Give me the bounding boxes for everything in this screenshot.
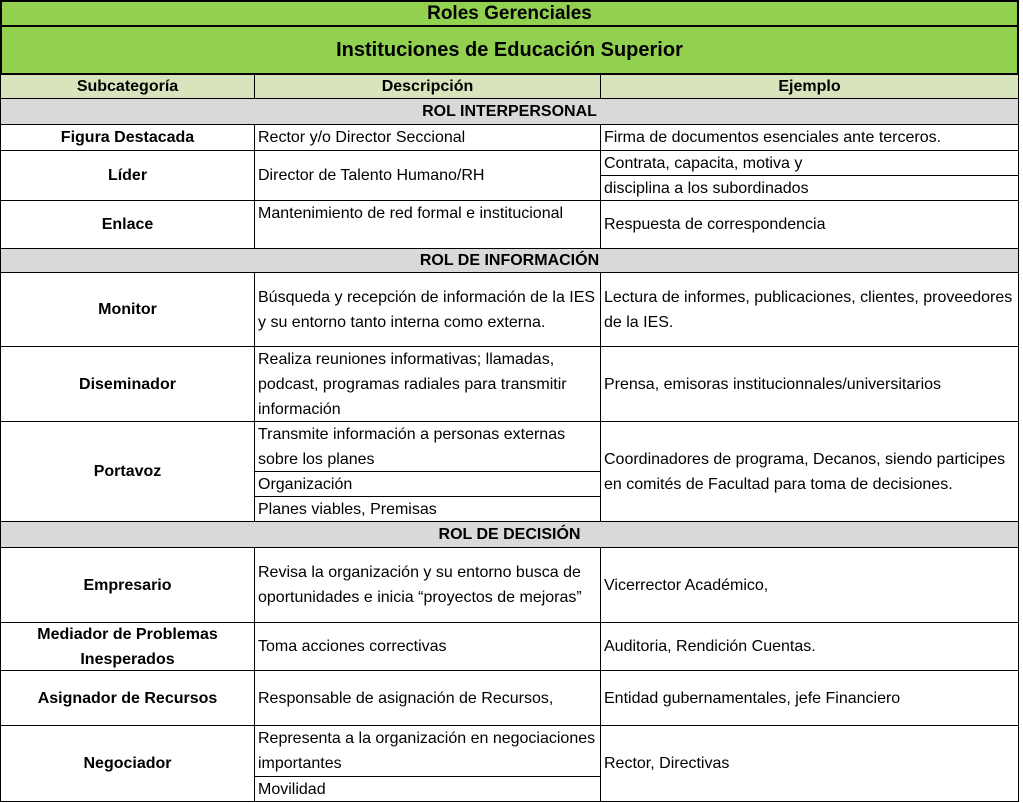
- subcategory-diseminador: Diseminador: [0, 346, 255, 422]
- description-portavoz-part-2: Organización: [254, 471, 601, 497]
- example-lider-part-2: disciplina a los subordinados: [600, 175, 1019, 201]
- table-title: Roles Gerenciales: [0, 0, 1019, 27]
- column-header-subcategory: Subcategoría: [0, 74, 255, 99]
- description-portavoz-part-3: Planes viables, Premisas: [254, 496, 601, 522]
- example-figura-destacada: Firma de documentos esenciales ante terceros.: [600, 124, 1019, 151]
- subcategory-enlace: Enlace: [0, 200, 255, 249]
- description-enlace: Mantenimiento de red formal e institucional: [254, 200, 601, 249]
- description-mediador: Toma acciones correctivas: [254, 622, 601, 671]
- example-lider-part-1: Contrata, capacita, motiva y: [600, 150, 1019, 176]
- description-lider: Director de Talento Humano/RH: [254, 150, 601, 201]
- subcategory-mediador: Mediador de Problemas Inesperados: [0, 622, 255, 671]
- example-mediador: Auditoria, Rendición Cuentas.: [600, 622, 1019, 671]
- example-negociador: Rector, Directivas: [600, 725, 1019, 802]
- description-diseminador: Realiza reuniones informativas; llamadas, podcast, programas radiales para transmitir información: [254, 346, 601, 422]
- description-empresario: Revisa la organización y su entorno busca de oportunidades e inicia “proyectos de mejoras”: [254, 547, 601, 623]
- table-subtitle: Instituciones de Educación Superior: [0, 25, 1019, 75]
- example-asignador: Entidad gubernamentales, jefe Financiero: [600, 670, 1019, 726]
- example-enlace: Respuesta de correspondencia: [600, 200, 1019, 249]
- example-diseminador: Prensa, emisoras institucionnales/universitarios: [600, 346, 1019, 422]
- column-header-example: Ejemplo: [600, 74, 1019, 99]
- example-monitor: Lectura de informes, publicaciones, clientes, proveedores de la IES.: [600, 272, 1019, 347]
- section-rol-de-decision: ROL DE DECISIÓN: [0, 521, 1019, 548]
- example-portavoz: Coordinadores de programa, Decanos, siendo participes en comités de Facultad para toma de decisiones.: [600, 421, 1019, 522]
- description-negociador-part-1: Representa a la organización en negociaciones importantes: [254, 725, 601, 777]
- section-rol-de-informacion: ROL DE INFORMACIÓN: [0, 248, 1019, 273]
- subcategory-negociador: Negociador: [0, 725, 255, 802]
- subcategory-portavoz: Portavoz: [0, 421, 255, 522]
- description-asignador: Responsable de asignación de Recursos,: [254, 670, 601, 726]
- subcategory-asignador: Asignador de Recursos: [0, 670, 255, 726]
- description-figura-destacada: Rector y/o Director Seccional: [254, 124, 601, 151]
- subcategory-monitor: Monitor: [0, 272, 255, 347]
- description-portavoz-part-1: Transmite información a personas externas sobre los planes: [254, 421, 601, 472]
- description-monitor: Búsqueda y recepción de información de la IES y su entorno tanto interna como externa.: [254, 272, 601, 347]
- section-rol-interpersonal: ROL INTERPERSONAL: [0, 98, 1019, 125]
- description-negociador-part-2: Movilidad: [254, 776, 601, 802]
- column-header-description: Descripción: [254, 74, 601, 99]
- subcategory-lider: Líder: [0, 150, 255, 201]
- example-empresario: Vicerrector Académico,: [600, 547, 1019, 623]
- subcategory-empresario: Empresario: [0, 547, 255, 623]
- subcategory-figura-destacada: Figura Destacada: [0, 124, 255, 151]
